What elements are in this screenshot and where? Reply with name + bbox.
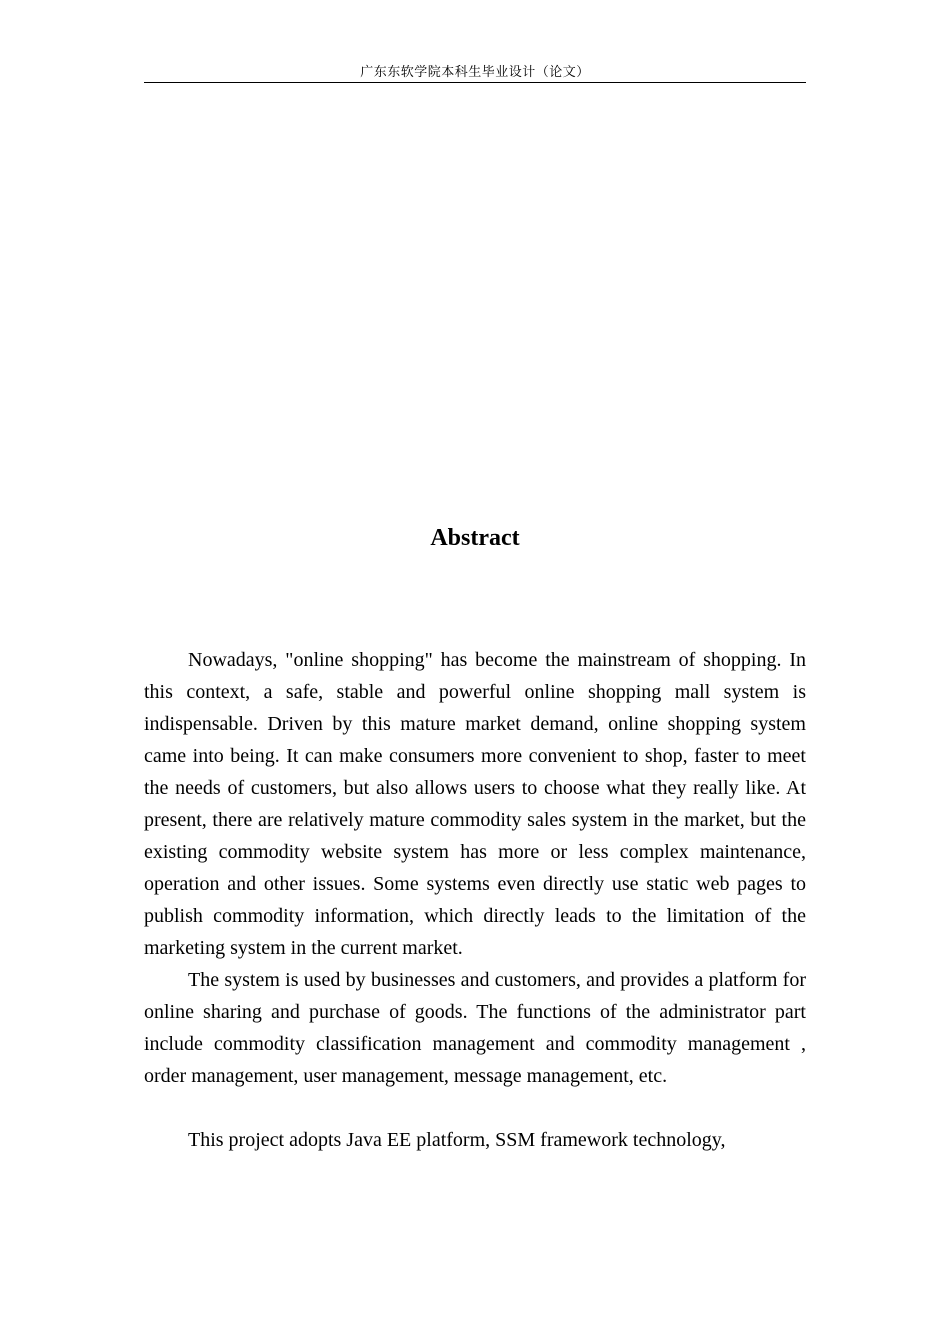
abstract-paragraph: The system is used by businesses and customers, and provides a platform for online sharing and purchase of goods. The functions of the administrator part include commodity classification management and commodity management , order management, user management, message management, etc.	[144, 969, 806, 1087]
abstract-paragraph: This project adopts Java EE platform, SSM framework technology,	[188, 1129, 726, 1151]
abstract-body	[144, 644, 806, 1156]
page-header: 广东东软学院本科生毕业设计（论文）	[144, 64, 806, 83]
abstract-paragraph: Nowadays, "online shopping" has become the mainstream of shopping. In this context, a safe, stable and powerful online shopping mall system is indispensable. Driven by this mature market demand, online shopping system came into being. It can make consumers more convenient to shop, faster to meet the needs of customers, but also allows users to choose what they really like. At present, there are relatively mature commodity sales system in the market, but the existing commodity website system has more or less complex maintenance, operation and other issues. Some systems even directly use static web pages to publish commodity information, which directly leads to the limitation of the marketing system in the current market.	[144, 649, 806, 959]
abstract-title: Abstract	[430, 525, 520, 551]
